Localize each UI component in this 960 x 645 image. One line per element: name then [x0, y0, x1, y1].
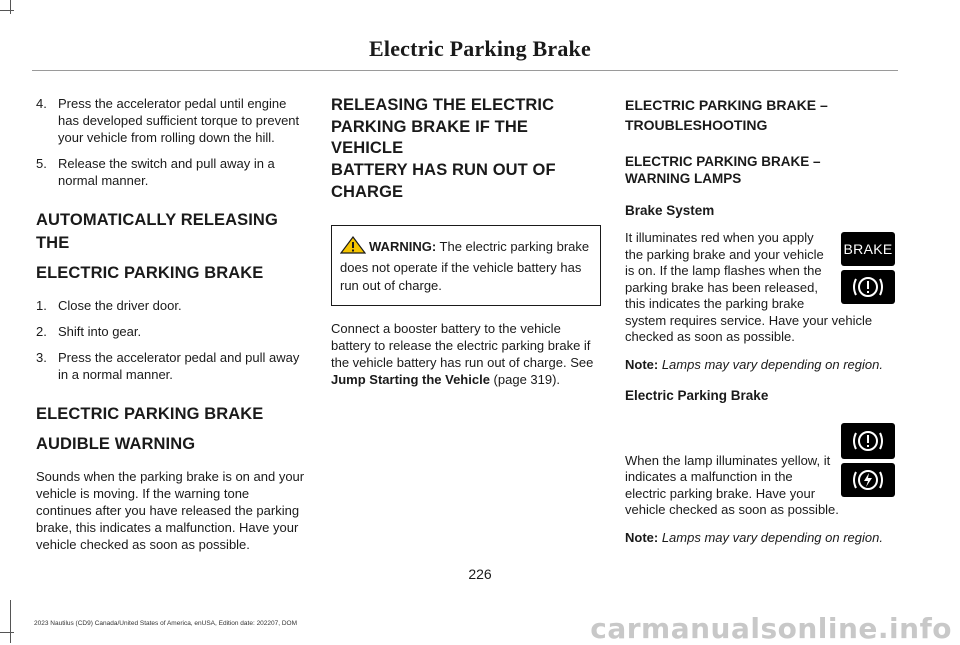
watermark: carmanualsonline.info	[590, 612, 952, 645]
list-number: 2.	[36, 324, 47, 339]
column-middle	[331, 95, 601, 398]
heading-auto-release	[36, 209, 306, 285]
brake-lamp-label: BRAKE	[843, 240, 893, 257]
column-right	[625, 95, 895, 556]
heading-line: ELECTRIC PARKING BRAKE –	[625, 97, 828, 113]
note-paragraph-2	[625, 529, 895, 546]
reference-page: (page 319).	[489, 372, 561, 387]
heading-line: ELECTRIC PARKING BRAKE –	[625, 154, 821, 169]
heading-battery-release	[331, 95, 601, 203]
brake-system-text: It illuminates red when you apply the parking brake and your vehicle is on. If the lamp flashes when the parking brake has been released, this indicates the parking brake system requires service. Have your vehicle checked as soon as possible.	[625, 230, 873, 344]
crop-mark	[10, 600, 11, 643]
brake-circle-exclamation-icon	[841, 270, 895, 304]
warning-text: The electric parking brake does not operate if the vehicle battery has run out of charge.	[340, 239, 590, 293]
brake-text-lamp-icon	[841, 232, 895, 266]
electric-parking-brake-title: Electric Parking Brake	[625, 387, 769, 403]
footer-edition-text: 2023 Nautilus (CD9) Canada/United States of America, enUSA, Edition date: 202207, DOM	[34, 620, 298, 627]
epb-block	[625, 415, 895, 519]
list-text: Shift into gear.	[58, 324, 142, 339]
crop-mark	[0, 10, 14, 11]
list-item	[36, 95, 306, 146]
note-text: Lamps may vary depending on region.	[658, 356, 883, 372]
page-number: 226	[468, 566, 492, 582]
battery-text: Connect a booster battery to the vehicle battery to release the electric parking brake if the vehicle battery has run out of charge. See	[331, 321, 594, 370]
brake-system-block	[625, 230, 895, 346]
list-item	[36, 297, 306, 314]
list-number: 5.	[36, 156, 47, 171]
heading-line: CHARGE	[331, 183, 404, 201]
epb-bolt-icon	[841, 463, 895, 497]
battery-paragraph	[331, 320, 601, 388]
list-text: Release the switch and pull away in a normal manner.	[58, 156, 275, 188]
audible-paragraph: Sounds when the parking brake is on and your vehicle is moving. If the warning tone continues after you have released the parking brake, this indicates a malfunction. Have your vehicle checked as soon as possible.	[36, 469, 305, 552]
note-label: Note:	[625, 529, 659, 545]
crop-mark	[10, 0, 11, 14]
epb-text: When the lamp illuminates yellow, it indicates a malfunction in the electric parking brake. Have your vehicle checked as soon as possible.	[625, 452, 839, 517]
list-text: Press the accelerator pedal until engine has developed sufficient torque to prevent your vehicle from rolling down the hill.	[58, 96, 300, 145]
list-number: 3.	[36, 350, 47, 365]
brake-system-title: Brake System	[625, 203, 715, 218]
list-number: 4.	[36, 96, 47, 111]
column-left	[36, 95, 306, 563]
note-label: Note:	[625, 356, 659, 372]
list-text: Close the driver door.	[58, 298, 182, 313]
note-text: Lamps may vary depending on region.	[658, 529, 883, 545]
warning-label: WARNING:	[369, 239, 437, 254]
heading-troubleshooting	[625, 95, 895, 135]
heading-audible-warning	[36, 403, 306, 456]
epb-circle-exclamation-icon	[841, 423, 895, 459]
warning-triangle-icon	[340, 236, 366, 259]
heading-line: PARKING BRAKE IF THE VEHICLE	[331, 118, 528, 157]
list-text: Press the accelerator pedal and pull away in a normal manner.	[58, 350, 300, 382]
jump-start-reference[interactable]: Jump Starting the Vehicle	[331, 372, 490, 387]
note-paragraph	[625, 356, 895, 373]
list-item	[36, 323, 306, 340]
heading-line: TROUBLESHOOTING	[625, 117, 768, 133]
heading-warning-lamps	[625, 153, 895, 187]
heading-line: AUDIBLE WARNING	[36, 435, 196, 453]
list-number: 1.	[36, 298, 47, 313]
heading-line: BATTERY HAS RUN OUT OF	[331, 161, 556, 179]
heading-line: ELECTRIC PARKING BRAKE	[36, 405, 264, 423]
heading-line: RELEASING THE ELECTRIC	[331, 96, 555, 114]
heading-line: AUTOMATICALLY RELEASING THE	[36, 211, 278, 252]
warning-box	[331, 225, 601, 306]
heading-line: ELECTRIC PARKING BRAKE	[36, 264, 264, 282]
page-title: Electric Parking Brake	[369, 36, 591, 61]
header-divider	[32, 70, 898, 71]
list-item	[36, 349, 306, 383]
crop-mark	[0, 632, 14, 633]
heading-line: WARNING LAMPS	[625, 171, 742, 186]
list-item	[36, 155, 306, 189]
